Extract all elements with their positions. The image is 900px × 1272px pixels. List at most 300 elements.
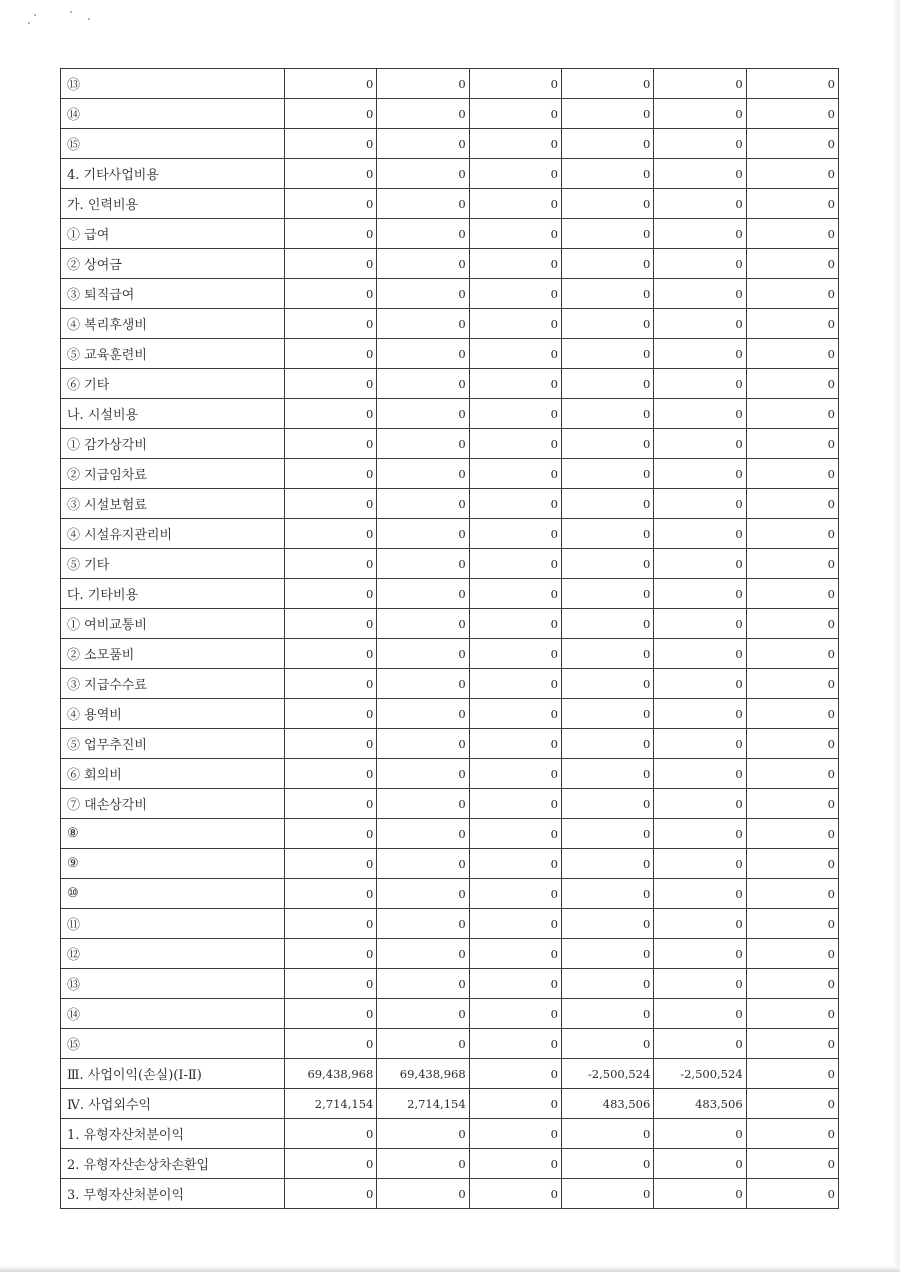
- value-cell: 0: [377, 129, 469, 159]
- value-cell: 0: [654, 909, 746, 939]
- row-label: ④ 용역비: [61, 699, 285, 729]
- table-row: [61, 759, 839, 789]
- value-cell: 0: [746, 909, 838, 939]
- value-cell: 0: [561, 1119, 653, 1149]
- value-cell: 0: [746, 369, 838, 399]
- value-cell: 0: [469, 729, 561, 759]
- value-cell: 0: [654, 1029, 746, 1059]
- value-cell: 0: [654, 969, 746, 999]
- row-label: Ⅳ. 사업외수익: [61, 1089, 285, 1119]
- value-cell: 483,506: [654, 1089, 746, 1119]
- row-label: ② 소모품비: [61, 639, 285, 669]
- value-cell: 0: [377, 609, 469, 639]
- scan-edge-bottom: [0, 1266, 900, 1272]
- table-row: [61, 849, 839, 879]
- value-cell: 69,438,968: [285, 1059, 377, 1089]
- value-cell: 0: [285, 999, 377, 1029]
- value-cell: 0: [285, 249, 377, 279]
- row-label: ① 급여: [61, 219, 285, 249]
- value-cell: 0: [746, 549, 838, 579]
- value-cell: 0: [469, 1119, 561, 1149]
- value-cell: 0: [285, 99, 377, 129]
- value-cell: 0: [561, 159, 653, 189]
- value-cell: 0: [654, 129, 746, 159]
- value-cell: 0: [377, 849, 469, 879]
- table-row: [61, 669, 839, 699]
- row-label: ⑭: [61, 999, 285, 1029]
- value-cell: 0: [285, 969, 377, 999]
- value-cell: 0: [285, 489, 377, 519]
- value-cell: 0: [377, 819, 469, 849]
- value-cell: 0: [469, 129, 561, 159]
- value-cell: 0: [377, 309, 469, 339]
- value-cell: 0: [469, 1059, 561, 1089]
- row-label: ③ 시설보험료: [61, 489, 285, 519]
- value-cell: 0: [469, 879, 561, 909]
- value-cell: 0: [377, 729, 469, 759]
- value-cell: 0: [469, 789, 561, 819]
- value-cell: 0: [285, 819, 377, 849]
- value-cell: 0: [654, 459, 746, 489]
- value-cell: 0: [469, 99, 561, 129]
- value-cell: 0: [285, 159, 377, 189]
- value-cell: 0: [285, 759, 377, 789]
- row-label: ⑮: [61, 1029, 285, 1059]
- value-cell: 0: [561, 129, 653, 159]
- value-cell: 0: [561, 309, 653, 339]
- value-cell: 0: [377, 99, 469, 129]
- value-cell: 0: [469, 489, 561, 519]
- value-cell: 0: [469, 579, 561, 609]
- value-cell: 0: [746, 999, 838, 1029]
- value-cell: 0: [746, 819, 838, 849]
- value-cell: 0: [654, 699, 746, 729]
- row-label: ⑭: [61, 99, 285, 129]
- table-row: [61, 279, 839, 309]
- value-cell: 0: [285, 1149, 377, 1179]
- value-cell: 0: [285, 729, 377, 759]
- table-row: [61, 579, 839, 609]
- value-cell: 0: [746, 729, 838, 759]
- value-cell: 0: [377, 279, 469, 309]
- value-cell: 0: [746, 1029, 838, 1059]
- value-cell: 0: [285, 339, 377, 369]
- table-row: [61, 309, 839, 339]
- value-cell: 0: [285, 279, 377, 309]
- table-row: [61, 219, 839, 249]
- value-cell: 0: [561, 99, 653, 129]
- table-row: [61, 939, 839, 969]
- value-cell: 483,506: [561, 1089, 653, 1119]
- table-row: [61, 969, 839, 999]
- value-cell: 0: [377, 969, 469, 999]
- value-cell: 0: [285, 129, 377, 159]
- value-cell: 0: [285, 699, 377, 729]
- value-cell: 0: [561, 1149, 653, 1179]
- value-cell: 0: [654, 309, 746, 339]
- value-cell: 0: [746, 189, 838, 219]
- value-cell: 0: [561, 609, 653, 639]
- value-cell: 0: [377, 759, 469, 789]
- row-label: ③ 퇴직급여: [61, 279, 285, 309]
- row-label: ⑫: [61, 939, 285, 969]
- value-cell: 0: [469, 909, 561, 939]
- row-label: ① 여비교통비: [61, 609, 285, 639]
- row-label: 3. 무형자산처분이익: [61, 1179, 285, 1209]
- value-cell: 0: [746, 1089, 838, 1119]
- row-label: ⑬: [61, 969, 285, 999]
- value-cell: 0: [746, 789, 838, 819]
- value-cell: 0: [469, 969, 561, 999]
- table-row: [61, 879, 839, 909]
- value-cell: 0: [285, 879, 377, 909]
- value-cell: 0: [285, 849, 377, 879]
- value-cell: 0: [469, 279, 561, 309]
- table-row: [61, 1119, 839, 1149]
- value-cell: 0: [561, 369, 653, 399]
- value-cell: 0: [285, 309, 377, 339]
- value-cell: 0: [561, 219, 653, 249]
- value-cell: 0: [654, 819, 746, 849]
- value-cell: 0: [654, 189, 746, 219]
- value-cell: 0: [561, 459, 653, 489]
- value-cell: -2,500,524: [654, 1059, 746, 1089]
- value-cell: 0: [561, 69, 653, 99]
- value-cell: 0: [561, 579, 653, 609]
- value-cell: 0: [285, 579, 377, 609]
- row-label: ① 감가상각비: [61, 429, 285, 459]
- row-label: 다. 기타비용: [61, 579, 285, 609]
- table-row: [61, 999, 839, 1029]
- table-row: [61, 1089, 839, 1119]
- value-cell: 0: [561, 339, 653, 369]
- value-cell: 0: [469, 639, 561, 669]
- value-cell: 0: [285, 69, 377, 99]
- table-row: [61, 1179, 839, 1209]
- row-label: 가. 인력비용: [61, 189, 285, 219]
- value-cell: 0: [654, 939, 746, 969]
- value-cell: 0: [561, 879, 653, 909]
- value-cell: 0: [561, 969, 653, 999]
- value-cell: 0: [469, 399, 561, 429]
- table-row: [61, 789, 839, 819]
- value-cell: 0: [746, 489, 838, 519]
- row-label: ⑧: [61, 819, 285, 849]
- value-cell: 0: [746, 279, 838, 309]
- value-cell: 0: [746, 969, 838, 999]
- value-cell: 2,714,154: [377, 1089, 469, 1119]
- value-cell: 0: [561, 429, 653, 459]
- value-cell: 0: [469, 939, 561, 969]
- value-cell: 0: [654, 609, 746, 639]
- row-label: ④ 시설유지관리비: [61, 519, 285, 549]
- value-cell: 0: [654, 249, 746, 279]
- value-cell: 0: [561, 1029, 653, 1059]
- table-row: [61, 729, 839, 759]
- value-cell: 0: [285, 399, 377, 429]
- value-cell: 0: [469, 69, 561, 99]
- value-cell: 0: [561, 489, 653, 519]
- financial-statement-table: [60, 68, 839, 1209]
- value-cell: 0: [285, 1179, 377, 1209]
- row-label: ② 상여금: [61, 249, 285, 279]
- value-cell: 0: [746, 69, 838, 99]
- value-cell: 0: [285, 639, 377, 669]
- value-cell: 0: [561, 729, 653, 759]
- value-cell: 0: [469, 819, 561, 849]
- scan-edge-right: [892, 0, 900, 1272]
- value-cell: 0: [746, 1119, 838, 1149]
- table-row: [61, 1029, 839, 1059]
- row-label: ⑤ 교육훈련비: [61, 339, 285, 369]
- value-cell: 0: [746, 1149, 838, 1179]
- table-row: [61, 609, 839, 639]
- value-cell: 0: [746, 849, 838, 879]
- value-cell: 0: [746, 1059, 838, 1089]
- table-row: [61, 909, 839, 939]
- value-cell: 0: [746, 219, 838, 249]
- value-cell: 0: [746, 699, 838, 729]
- value-cell: 0: [746, 759, 838, 789]
- value-cell: 0: [469, 189, 561, 219]
- value-cell: 0: [285, 519, 377, 549]
- value-cell: 0: [469, 519, 561, 549]
- value-cell: 0: [746, 879, 838, 909]
- value-cell: 0: [285, 789, 377, 819]
- value-cell: 0: [561, 909, 653, 939]
- value-cell: 0: [377, 219, 469, 249]
- value-cell: 0: [746, 939, 838, 969]
- value-cell: 0: [561, 759, 653, 789]
- value-cell: 0: [746, 159, 838, 189]
- value-cell: 0: [561, 279, 653, 309]
- row-label: ⑥ 기타: [61, 369, 285, 399]
- value-cell: 0: [469, 1089, 561, 1119]
- value-cell: 0: [654, 879, 746, 909]
- value-cell: 0: [654, 429, 746, 459]
- table-row: [61, 549, 839, 579]
- value-cell: 0: [377, 879, 469, 909]
- value-cell: 0: [654, 69, 746, 99]
- value-cell: 0: [654, 489, 746, 519]
- value-cell: 0: [469, 1179, 561, 1209]
- table-row: [61, 459, 839, 489]
- value-cell: 0: [377, 1119, 469, 1149]
- value-cell: 0: [469, 339, 561, 369]
- table-row: [61, 339, 839, 369]
- value-cell: 0: [746, 609, 838, 639]
- value-cell: 0: [469, 309, 561, 339]
- value-cell: 0: [561, 549, 653, 579]
- value-cell: 0: [377, 1179, 469, 1209]
- value-cell: 0: [469, 759, 561, 789]
- table-row: [61, 819, 839, 849]
- row-label: ⑦ 대손상각비: [61, 789, 285, 819]
- value-cell: 0: [469, 369, 561, 399]
- row-label: ⑤ 업무추진비: [61, 729, 285, 759]
- value-cell: 0: [654, 1149, 746, 1179]
- row-label: ⑪: [61, 909, 285, 939]
- value-cell: 0: [654, 99, 746, 129]
- value-cell: 0: [561, 189, 653, 219]
- row-label: 2. 유형자산손상차손환입: [61, 1149, 285, 1179]
- value-cell: 0: [469, 249, 561, 279]
- value-cell: 0: [469, 459, 561, 489]
- value-cell: 0: [469, 609, 561, 639]
- value-cell: 0: [746, 249, 838, 279]
- table-row: [61, 489, 839, 519]
- value-cell: 0: [654, 159, 746, 189]
- value-cell: 0: [561, 639, 653, 669]
- value-cell: 0: [746, 669, 838, 699]
- value-cell: 0: [469, 549, 561, 579]
- value-cell: 0: [654, 729, 746, 759]
- table-row: [61, 129, 839, 159]
- value-cell: 0: [377, 789, 469, 819]
- value-cell: 0: [377, 369, 469, 399]
- value-cell: 69,438,968: [377, 1059, 469, 1089]
- value-cell: 0: [654, 579, 746, 609]
- value-cell: 0: [746, 519, 838, 549]
- value-cell: 0: [469, 699, 561, 729]
- row-label: ⑮: [61, 129, 285, 159]
- value-cell: 0: [654, 789, 746, 819]
- value-cell: 0: [746, 99, 838, 129]
- value-cell: 0: [746, 339, 838, 369]
- value-cell: 0: [285, 669, 377, 699]
- value-cell: 0: [285, 189, 377, 219]
- value-cell: 0: [469, 849, 561, 879]
- value-cell: 0: [561, 1179, 653, 1209]
- value-cell: 0: [377, 1149, 469, 1179]
- value-cell: 0: [469, 159, 561, 189]
- row-label: 1. 유형자산처분이익: [61, 1119, 285, 1149]
- table-row: [61, 159, 839, 189]
- value-cell: 0: [746, 639, 838, 669]
- value-cell: 0: [377, 939, 469, 969]
- value-cell: 0: [377, 519, 469, 549]
- table-row: [61, 369, 839, 399]
- value-cell: 0: [561, 699, 653, 729]
- value-cell: 0: [561, 249, 653, 279]
- row-label: ⑩: [61, 879, 285, 909]
- row-label: ③ 지급수수료: [61, 669, 285, 699]
- value-cell: 0: [654, 519, 746, 549]
- value-cell: 0: [377, 159, 469, 189]
- table-body: [61, 69, 839, 1209]
- value-cell: 0: [746, 579, 838, 609]
- value-cell: 2,714,154: [285, 1089, 377, 1119]
- value-cell: 0: [285, 369, 377, 399]
- value-cell: 0: [377, 1029, 469, 1059]
- value-cell: 0: [377, 429, 469, 459]
- scan-speck: [34, 14, 36, 16]
- value-cell: 0: [377, 549, 469, 579]
- value-cell: 0: [285, 459, 377, 489]
- value-cell: 0: [746, 309, 838, 339]
- value-cell: 0: [285, 219, 377, 249]
- row-label: ⑤ 기타: [61, 549, 285, 579]
- value-cell: 0: [377, 909, 469, 939]
- value-cell: 0: [654, 639, 746, 669]
- value-cell: 0: [469, 1149, 561, 1179]
- value-cell: 0: [561, 819, 653, 849]
- value-cell: 0: [377, 699, 469, 729]
- value-cell: 0: [285, 1119, 377, 1149]
- scan-speck: [70, 11, 72, 13]
- value-cell: 0: [377, 459, 469, 489]
- value-cell: 0: [285, 609, 377, 639]
- value-cell: 0: [377, 579, 469, 609]
- table-row: [61, 69, 839, 99]
- value-cell: 0: [654, 219, 746, 249]
- value-cell: 0: [561, 849, 653, 879]
- value-cell: 0: [377, 639, 469, 669]
- table-row: [61, 429, 839, 459]
- scan-speck: [28, 22, 30, 24]
- value-cell: 0: [654, 669, 746, 699]
- table-row: [61, 249, 839, 279]
- value-cell: 0: [746, 129, 838, 159]
- row-label: ④ 복리후생비: [61, 309, 285, 339]
- value-cell: 0: [654, 999, 746, 1029]
- table-row: [61, 639, 839, 669]
- value-cell: 0: [561, 519, 653, 549]
- value-cell: 0: [377, 249, 469, 279]
- value-cell: 0: [377, 489, 469, 519]
- value-cell: 0: [561, 789, 653, 819]
- value-cell: 0: [654, 1179, 746, 1209]
- row-label: ⑬: [61, 69, 285, 99]
- value-cell: 0: [654, 1119, 746, 1149]
- value-cell: 0: [377, 399, 469, 429]
- value-cell: 0: [746, 429, 838, 459]
- value-cell: -2,500,524: [561, 1059, 653, 1089]
- row-label: ② 지급임차료: [61, 459, 285, 489]
- value-cell: 0: [285, 1029, 377, 1059]
- value-cell: 0: [377, 669, 469, 699]
- value-cell: 0: [654, 759, 746, 789]
- row-label: 4. 기타사업비용: [61, 159, 285, 189]
- row-label: ⑥ 회의비: [61, 759, 285, 789]
- table-row: [61, 1059, 839, 1089]
- table-row: [61, 189, 839, 219]
- table-row: [61, 399, 839, 429]
- value-cell: 0: [654, 339, 746, 369]
- table-row: [61, 519, 839, 549]
- value-cell: 0: [469, 669, 561, 699]
- value-cell: 0: [654, 369, 746, 399]
- row-label: ⑨: [61, 849, 285, 879]
- value-cell: 0: [285, 909, 377, 939]
- value-cell: 0: [654, 549, 746, 579]
- row-label: Ⅲ. 사업이익(손실)(Ⅰ-Ⅱ): [61, 1059, 285, 1089]
- value-cell: 0: [561, 399, 653, 429]
- value-cell: 0: [654, 849, 746, 879]
- value-cell: 0: [377, 69, 469, 99]
- table-row: [61, 699, 839, 729]
- value-cell: 0: [746, 1179, 838, 1209]
- value-cell: 0: [746, 459, 838, 489]
- table-row: [61, 1149, 839, 1179]
- value-cell: 0: [561, 669, 653, 699]
- value-cell: 0: [377, 999, 469, 1029]
- value-cell: 0: [561, 939, 653, 969]
- value-cell: 0: [746, 399, 838, 429]
- value-cell: 0: [469, 1029, 561, 1059]
- value-cell: 0: [654, 399, 746, 429]
- value-cell: 0: [469, 999, 561, 1029]
